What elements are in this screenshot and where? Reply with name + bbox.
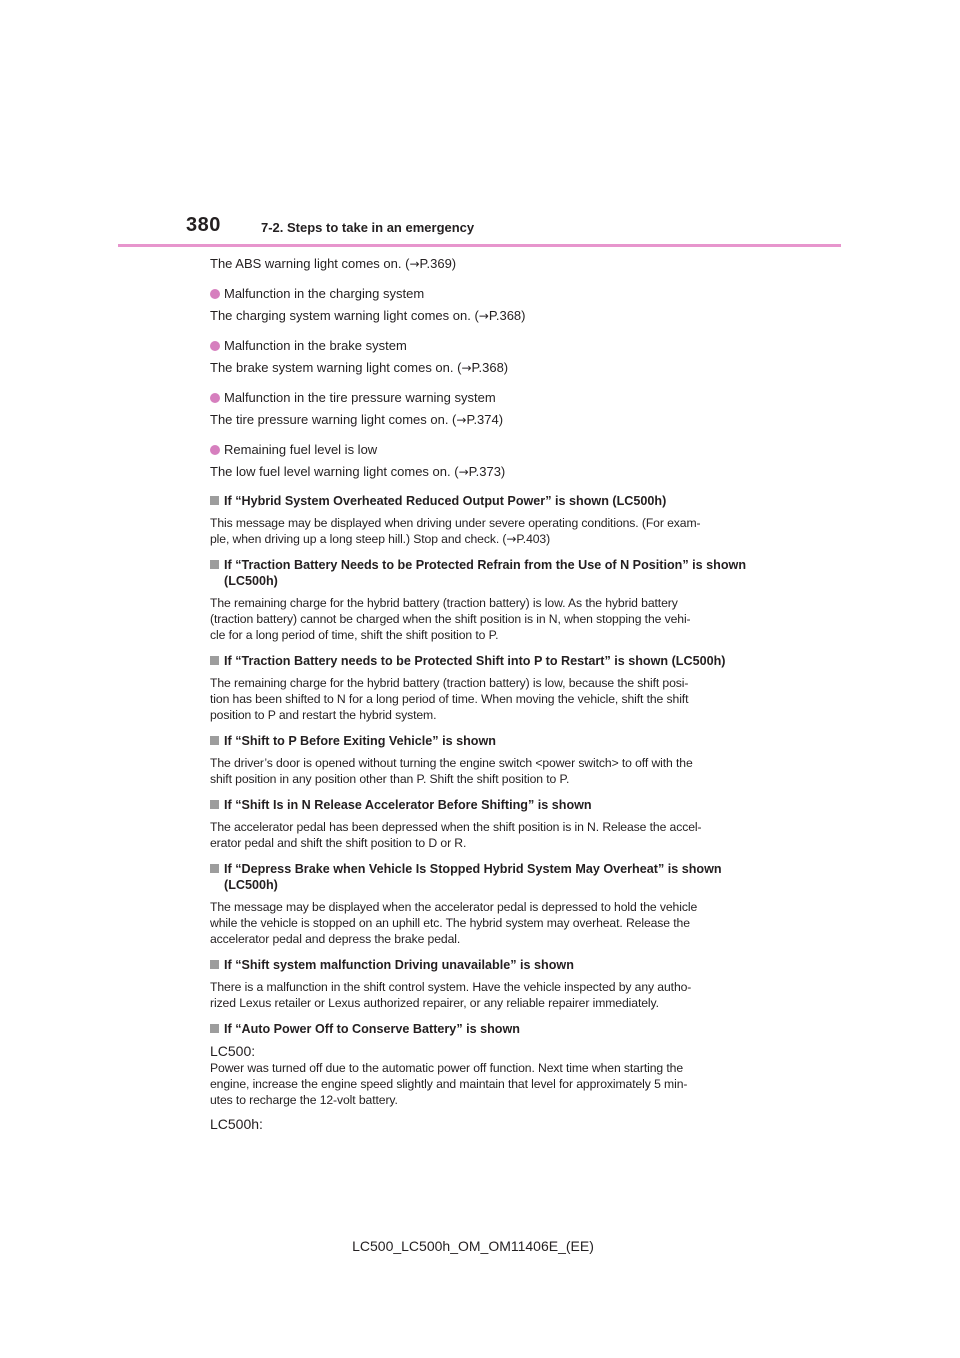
arrow-icon: → [461, 361, 472, 375]
message-section [210, 957, 750, 1011]
section-body: There is a malfunction in the shift control system. Have the vehicle inspected by any autho- rized Lexus retailer or Lexus authorized repairer, or any reliable repairer immediately. [210, 980, 692, 1010]
section-heading: If “Traction Battery needs to be Protected Shift into P to Restart” is shown (LC500h) [224, 654, 726, 668]
heading-square-icon [210, 864, 219, 873]
item-title: Malfunction in the tire pressure warning system [224, 390, 496, 405]
item-title: Malfunction in the brake system [224, 338, 407, 353]
page-reference-link[interactable]: P.373 [468, 464, 501, 479]
page-number: 380 [186, 214, 221, 236]
section-title: 7-2. Steps to take in an emergency [261, 220, 475, 235]
section-body: The message may be displayed when the accelerator pedal is depressed to hold the vehicle while the vehicle is stopped on an uphill etc. The hybrid system may overheat. Release the accelerator pedal and depress the brake pedal. [210, 900, 698, 946]
section-body: The remaining charge for the hybrid battery (traction battery) is low. As the hybrid battery (traction battery) cannot be charged when the shift position is in N, when stopping the vehi- cle for a long period of time, shift the shift position to P. [210, 596, 691, 642]
page-footer [0, 1238, 960, 1254]
item-title: Malfunction in the charging system [224, 286, 425, 301]
bullet-dot-icon [210, 393, 220, 403]
section-heading: If “Shift Is in N Release Accelerator Before Shifting” is shown [224, 798, 592, 812]
page-header [0, 0, 960, 250]
section-heading: If “Hybrid System Overheated Reduced Output Power” is shown (LC500h) [224, 494, 667, 508]
message-section [210, 557, 750, 643]
page-reference-link[interactable]: P.368 [471, 360, 504, 375]
list-item: Remaining fuel level is low The low fuel level warning light comes on. (→P.373) [210, 442, 506, 479]
heading-square-icon [210, 960, 219, 969]
message-section [210, 653, 750, 723]
list-item: Malfunction in the charging system The charging system warning light comes on. (→P.368) [210, 286, 526, 323]
heading-square-icon [210, 1024, 219, 1033]
heading-square-icon [210, 560, 219, 569]
message-section [210, 861, 750, 947]
section-body: The accelerator pedal has been depressed when the shift position is in N. Release the accel- erator pedal and shift the shift position to D or R. [210, 820, 702, 850]
message-section [210, 733, 750, 787]
page-reference-link[interactable]: P.369 [419, 256, 452, 271]
list-item: Malfunction in the tire pressure warning system The tire pressure warning light comes on. (→P.374) [210, 390, 504, 427]
message-section [210, 1021, 750, 1133]
arrow-icon: → [409, 257, 420, 271]
section-body: The remaining charge for the hybrid battery (traction battery) is low, because the shift posi- tion has been shifted to N for a long period of time. When moving the vehicle, shift the shift position to P and restart the hybrid system. [210, 676, 689, 722]
page-reference-link[interactable]: P.403 [516, 532, 547, 546]
page-reference-link[interactable]: P.368 [488, 308, 522, 323]
arrow-icon: → [456, 413, 467, 427]
model-label-lc500: LC500: [210, 1043, 256, 1059]
message-section [210, 797, 750, 851]
page-content [210, 255, 750, 1133]
model-label-lc500h: LC500h: [210, 1116, 263, 1132]
section-body: The driver’s door is opened without turning the engine switch <power switch> to off with the shift position in any position other than P. Shift the shift position to P. [210, 756, 693, 786]
heading-square-icon [210, 800, 219, 809]
heading-square-icon [210, 496, 219, 505]
section-heading: If “Depress Brake when Vehicle Is Stopped Hybrid System May Overheat” is shown (LC500h) [224, 862, 722, 892]
arrow-icon: → [458, 465, 469, 479]
document-code: LC500_LC500h_OM_OM11406E_(EE) [352, 1238, 594, 1254]
bullet-dot-icon [210, 445, 220, 455]
item-title: Remaining fuel level is low [224, 442, 378, 457]
section-heading: If “Auto Power Off to Conserve Battery” is shown [224, 1022, 520, 1036]
section-body: Power was turned off due to the automatic power off function. Next time when starting the engine, increase the engine speed slightly and maintain that level for approximately 5 min- utes to recharge the 12-volt battery. [210, 1061, 688, 1107]
message-section: If “Hybrid System Overheated Reduced Output Power” is shown (LC500h) This message may be displayed when driving under severe operating conditions. (For exam- ple, when driving up a long steep hill.) Stop and check. (→P.403) [210, 493, 750, 547]
arrow-icon: → [506, 532, 517, 546]
list-item: Malfunction in the brake system The brake system warning light comes on. (→P.368) [210, 338, 509, 375]
heading-square-icon [210, 736, 219, 745]
arrow-icon: → [478, 309, 489, 323]
bullet-dot-icon [210, 289, 220, 299]
header-rule [118, 244, 841, 247]
section-heading: If “Traction Battery Needs to be Protected Refrain from the Use of N Position” is shown (LC500h) [224, 558, 747, 588]
section-heading: If “Shift system malfunction Driving unavailable” is shown [224, 958, 574, 972]
page-reference-link[interactable]: P.374 [466, 412, 499, 427]
bullet-dot-icon [210, 341, 220, 351]
heading-square-icon [210, 656, 219, 665]
section-body: This message may be displayed when driving under severe operating conditions. (For exam- ple, when driving up a long steep hill.) Stop and check. ( [210, 516, 701, 546]
abs-warning-text: The ABS warning light comes on. (→P.369) [210, 256, 457, 271]
section-heading: If “Shift to P Before Exiting Vehicle” is shown [224, 734, 496, 748]
